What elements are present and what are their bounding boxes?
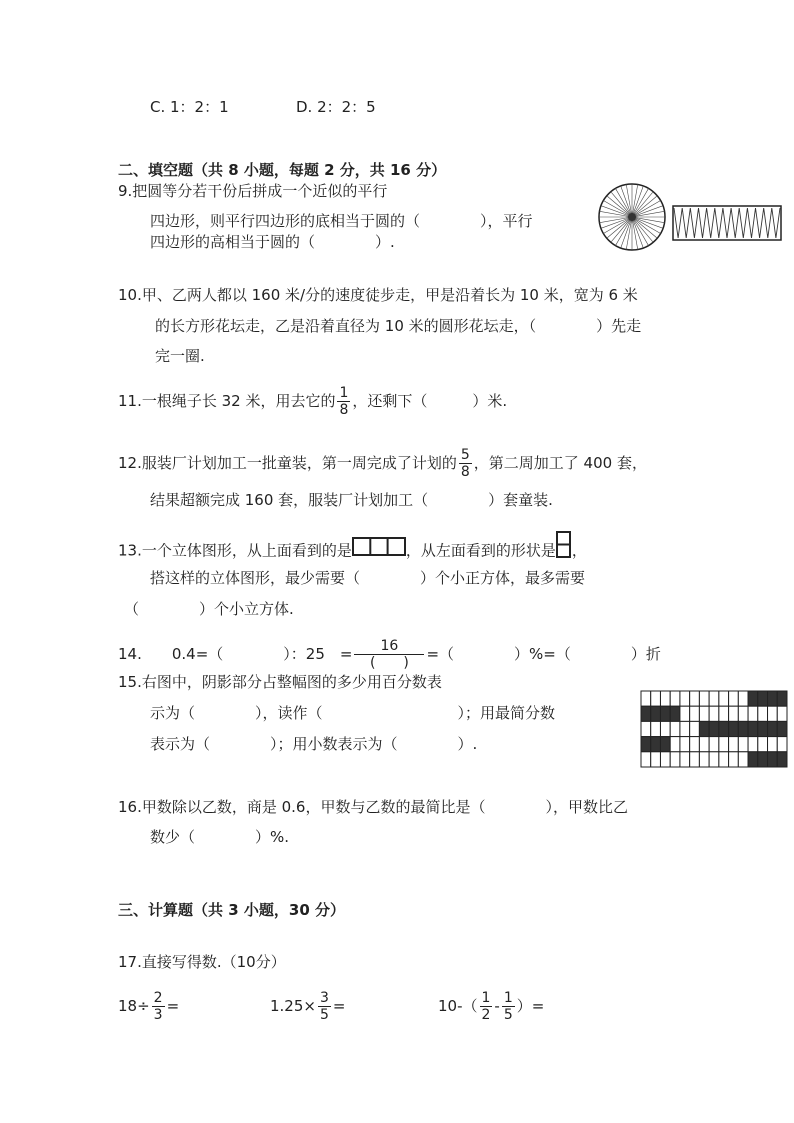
- grid-cell: [738, 721, 748, 736]
- grid-cell: [729, 706, 739, 721]
- q12-fraction: [459, 447, 472, 480]
- top-view-figure: [352, 537, 406, 557]
- q11-text-a: 11.一根绳子长 32 米，用去它的: [118, 392, 336, 410]
- grid-cell: [768, 737, 778, 752]
- q9-line2: 四边形，则平行四边形的底相当于圆的（ ），平行: [150, 212, 533, 230]
- grid-cell: [758, 706, 768, 721]
- q13-text-c: ，: [571, 541, 587, 560]
- q17-e1-frac: [152, 990, 165, 1023]
- q15-line2: 示为（ ），读作（ ）；用最简分数: [150, 704, 556, 722]
- grid-cell: [738, 737, 748, 752]
- q17-e3-den1: 2: [481, 1007, 491, 1023]
- grid-cell: [729, 721, 739, 736]
- q9-line3: 四边形的高相当于圆的（ ）.: [150, 233, 395, 251]
- grid-cell: [680, 737, 690, 752]
- grid-cell: [768, 752, 778, 767]
- grid-cell: [729, 737, 739, 752]
- q17-e3-den2: 5: [503, 1007, 513, 1023]
- q17-e3-frac2: [502, 990, 515, 1023]
- q14-frac-num: 16: [380, 638, 399, 654]
- q16-line2: 数少（ ）%.: [150, 828, 290, 846]
- grid-cell: [748, 706, 758, 721]
- grid-cell: [768, 721, 778, 736]
- grid-cell: [641, 706, 651, 721]
- q11-frac-num: 1: [339, 385, 349, 401]
- grid-cell: [729, 691, 739, 706]
- grid-cell: [651, 691, 661, 706]
- q17-e1-num: 2: [153, 990, 163, 1006]
- q13-line1: [118, 537, 587, 565]
- grid-cell: [738, 752, 748, 767]
- grid-cell: [699, 721, 709, 736]
- q11: [118, 385, 507, 418]
- grid-cell: [690, 706, 700, 721]
- q13-text-b: ，从左面看到的形状是: [405, 541, 556, 560]
- option-c: C. 1：2：1: [150, 98, 229, 116]
- grid-cell: [680, 706, 690, 721]
- q17-e1-a: 18÷: [118, 997, 150, 1015]
- divided-circle-figure: [596, 181, 668, 253]
- grid-cell: [670, 737, 680, 752]
- q9-line1: 9.把圆等分若干份后拼成一个近似的平行: [118, 182, 388, 200]
- q17-e2-b: =: [332, 997, 346, 1015]
- grid-cell: [651, 737, 661, 752]
- section-2-heading: 二、填空题（共 8 小题，每题 2 分，共 16 分）: [118, 161, 447, 179]
- q14-text-b: =（ ）%=（ ）折: [426, 645, 661, 663]
- shaded-grid-figure: [640, 690, 788, 768]
- q10-line1: 10.甲、乙两人都以 160 米/分的速度徒步走，甲是沿着长为 10 米，宽为 6 米: [118, 286, 638, 304]
- section-3-heading: 三、计算题（共 3 小题，30 分）: [118, 901, 345, 919]
- grid-cell: [719, 691, 729, 706]
- grid-cell: [699, 752, 709, 767]
- grid-cell: [660, 737, 670, 752]
- grid-cell: [680, 691, 690, 706]
- grid-cell: [777, 737, 787, 752]
- grid-cell: [651, 706, 661, 721]
- q11-text-b: ，还剩下（ ）米.: [352, 392, 508, 410]
- grid-cell: [670, 691, 680, 706]
- left-view-figure: [556, 531, 572, 559]
- q15-line1: 15.右图中，阴影部分占整幅图的多少用百分数表: [118, 673, 442, 691]
- q17-expr-3: [438, 990, 544, 1023]
- q17-e3-num1: 1: [481, 990, 491, 1006]
- grid-cell: [641, 752, 651, 767]
- q17-e3-a: 10-（: [438, 997, 478, 1015]
- q17-e1-b: =: [166, 997, 180, 1015]
- q12-text-a: 12.服装厂计划加工一批童装，第一周完成了计划的: [118, 454, 457, 472]
- grid-cell: [660, 721, 670, 736]
- grid-cell: [641, 721, 651, 736]
- grid-cell: [690, 721, 700, 736]
- grid-cell: [777, 721, 787, 736]
- grid-cell: [699, 691, 709, 706]
- grid-cell: [670, 721, 680, 736]
- q17-e3-b: ）=: [516, 997, 545, 1015]
- q14: [118, 638, 661, 671]
- q13-line3: （ ）个小立方体.: [124, 600, 294, 618]
- q14-fraction: [354, 638, 424, 671]
- q17-e2-den: 5: [319, 1007, 329, 1023]
- grid-cell: [777, 691, 787, 706]
- q17-e2-num: 3: [319, 990, 329, 1006]
- grid-cell: [670, 752, 680, 767]
- grid-cell: [738, 706, 748, 721]
- grid-cell: [719, 721, 729, 736]
- grid-cell: [758, 737, 768, 752]
- grid-cell: [680, 752, 690, 767]
- grid-cell: [758, 721, 768, 736]
- grid-cell: [768, 691, 778, 706]
- grid-cell: [738, 691, 748, 706]
- grid-cell: [729, 752, 739, 767]
- parallelogram-figure: [672, 205, 782, 241]
- q17-e2-frac: [318, 990, 331, 1023]
- grid-cell: [660, 752, 670, 767]
- grid-cell: [680, 721, 690, 736]
- q17-title: 17.直接写得数.（10分）: [118, 953, 286, 971]
- grid-cell: [660, 706, 670, 721]
- grid-cell: [748, 737, 758, 752]
- q12-line2: 结果超额完成 160 套，服装厂计划加工（ ）套童装.: [150, 491, 553, 509]
- grid-cell: [777, 752, 787, 767]
- grid-cell: [699, 737, 709, 752]
- grid-cell: [758, 752, 768, 767]
- q12-line1: [118, 447, 647, 480]
- grid-cell: [709, 706, 719, 721]
- grid-cell: [690, 691, 700, 706]
- grid-cell: [777, 706, 787, 721]
- q10-line3: 完一圈.: [155, 347, 205, 365]
- q13-text-a: 13.一个立体图形，从上面看到的是: [118, 541, 352, 560]
- q17-e3-num2: 1: [503, 990, 513, 1006]
- grid-cell: [709, 737, 719, 752]
- grid-cell: [719, 752, 729, 767]
- q16-line1: 16.甲数除以乙数，商是 0.6，甲数与乙数的最简比是（ ），甲数比乙: [118, 798, 628, 816]
- q12-frac-num: 5: [460, 447, 470, 463]
- q17-e1-den: 3: [153, 1007, 163, 1023]
- grid-cell: [651, 752, 661, 767]
- grid-cell: [748, 691, 758, 706]
- grid-cell: [660, 691, 670, 706]
- grid-cell: [670, 706, 680, 721]
- q12-text-b: ，第二周加工了 400 套，: [473, 454, 647, 472]
- grid-cell: [768, 706, 778, 721]
- grid-cell: [709, 691, 719, 706]
- grid-cell: [641, 691, 651, 706]
- q15-line3: 表示为（ ）；用小数表示为（ ）.: [150, 735, 478, 753]
- q11-frac-den: 8: [339, 402, 349, 418]
- q17-expr-2: [270, 990, 345, 1023]
- grid-cell: [758, 691, 768, 706]
- q13-line2: 搭这样的立体图形，最少需要（ ）个小正方体，最多需要: [150, 569, 586, 587]
- q14-text-a: 14. 0.4=（ ）：25 =: [118, 645, 353, 663]
- q10-line2: 的长方形花坛走，乙是沿着直径为 10 米的圆形花坛走，（ ）先走: [155, 317, 642, 335]
- q11-fraction: [337, 385, 350, 418]
- grid-cell: [699, 706, 709, 721]
- q12-frac-den: 8: [460, 464, 470, 480]
- grid-cell: [719, 737, 729, 752]
- grid-cell: [719, 706, 729, 721]
- grid-cell: [709, 721, 719, 736]
- grid-cell: [690, 752, 700, 767]
- q17-e2-a: 1.25×: [270, 997, 316, 1015]
- option-d: D. 2：2：5: [296, 98, 376, 116]
- grid-cell: [641, 737, 651, 752]
- grid-cell: [690, 737, 700, 752]
- q14-frac-den: ( ): [354, 654, 424, 671]
- grid-cell: [748, 752, 758, 767]
- q17-e3-frac1: [480, 990, 493, 1023]
- q17-e3-minus: -: [494, 997, 500, 1015]
- grid-cell: [709, 752, 719, 767]
- grid-cell: [651, 721, 661, 736]
- q17-expr-1: [118, 990, 179, 1023]
- grid-cell: [748, 721, 758, 736]
